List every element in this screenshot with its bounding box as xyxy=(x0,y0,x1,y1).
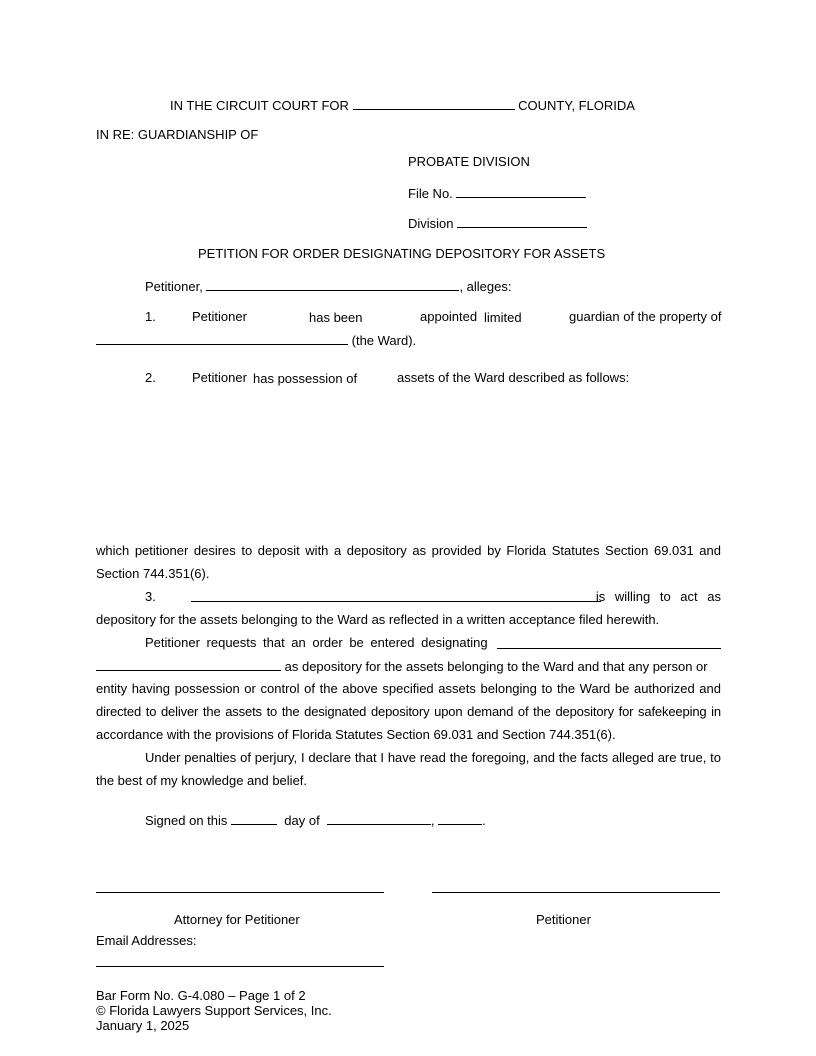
para1-word-limited: limited xyxy=(484,310,522,325)
ward-line xyxy=(96,332,416,349)
file-no-line xyxy=(408,185,586,202)
request-line5: accordance with the provisions of Florida Statutes Section 69.031 and Section 744.351(6). xyxy=(96,727,616,742)
probate-division: PROBATE DIVISION xyxy=(408,154,530,169)
division-label: Division xyxy=(408,216,454,231)
county-blank[interactable] xyxy=(353,97,515,110)
ward-name-blank[interactable] xyxy=(96,332,348,345)
deposit-text-line1: which petitioner desires to deposit with a depository as provided by Florida Statutes Section 69.031 and xyxy=(96,543,721,558)
perjury-line2: the best of my knowledge and belief. xyxy=(96,773,308,788)
depository-name-blank[interactable] xyxy=(191,589,601,602)
para1-word-has-been: has been xyxy=(309,310,363,325)
request-depository-blank-2[interactable] xyxy=(96,658,281,671)
signed-day-blank[interactable] xyxy=(231,812,277,825)
deposit-text-line2: Section 744.351(6). xyxy=(96,566,210,581)
para1-guardian-text: guardian of the property of xyxy=(569,309,722,324)
para1-word-appointed: appointed xyxy=(420,309,478,324)
petitioner-suffix: , alleges: xyxy=(459,279,512,294)
petitioner-label: Petitioner xyxy=(536,912,591,927)
court-suffix: COUNTY, FLORIDA xyxy=(518,98,635,113)
perjury-line1: Under penalties of perjury, I declare that I have read the foregoing, and the facts alleged are true, to xyxy=(145,750,721,765)
request-line1-text: Petitioner requests that an order be entered designating xyxy=(145,635,488,650)
request-line2 xyxy=(96,658,721,675)
request-line2-text: as depository for the assets belonging to the Ward and that any person or xyxy=(284,659,708,674)
court-caption xyxy=(170,97,635,114)
in-re-line: IN RE: GUARDIANSHIP OF xyxy=(96,127,259,142)
file-no-label: File No. xyxy=(408,186,453,201)
para2-word-petitioner: Petitioner xyxy=(192,370,247,385)
petitioner-line xyxy=(145,278,512,295)
para2-word-possession: has possession of xyxy=(253,371,358,386)
signed-comma: , xyxy=(430,813,435,828)
signed-day-of: day of xyxy=(284,813,320,828)
para1-number: 1. xyxy=(145,309,156,324)
email-label: Email Addresses: xyxy=(96,933,197,948)
footer-date: January 1, 2025 xyxy=(96,1018,190,1033)
para3-line2: depository for the assets belonging to the Ward as reflected in a written acceptance filed herewith. xyxy=(96,612,660,627)
footer-copyright: © Florida Lawyers Support Services, Inc. xyxy=(96,1003,332,1018)
para3-suffix: is willing to act as xyxy=(595,589,721,604)
signed-prefix: Signed on this xyxy=(145,813,228,828)
request-line4: directed to deliver the assets to the designated depository upon demand of the depository for safekeeping in xyxy=(96,704,721,719)
ward-label: (the Ward). xyxy=(351,333,417,348)
signed-month-blank[interactable] xyxy=(327,812,431,825)
attorney-signature-line[interactable] xyxy=(96,892,384,893)
petitioner-signature-line[interactable] xyxy=(432,892,720,893)
footer-form-number: Bar Form No. G-4.080 – Page 1 of 2 xyxy=(96,988,306,1003)
division-blank[interactable] xyxy=(457,215,587,228)
para1-word-petitioner: Petitioner xyxy=(192,309,247,324)
para2-assets-text: assets of the Ward described as follows: xyxy=(397,370,630,385)
email-line[interactable] xyxy=(96,966,384,967)
signed-period: . xyxy=(482,813,486,828)
file-no-blank[interactable] xyxy=(456,185,586,198)
court-prefix: IN THE CIRCUIT COURT FOR xyxy=(170,98,349,113)
petitioner-prefix: Petitioner, xyxy=(145,279,203,294)
signed-year-blank[interactable] xyxy=(438,812,482,825)
para3-number: 3. xyxy=(145,589,156,604)
para3-line1 xyxy=(191,589,721,606)
para2-number: 2. xyxy=(145,370,156,385)
document-title: PETITION FOR ORDER DESIGNATING DEPOSITORY FOR ASSETS xyxy=(198,246,606,261)
division-line xyxy=(408,215,587,232)
request-line3: entity having possession or control of the above specified assets belonging to the Ward be authorized and xyxy=(96,681,721,696)
attorney-label: Attorney for Petitioner xyxy=(174,912,300,927)
signed-line xyxy=(145,812,486,829)
petitioner-name-blank[interactable] xyxy=(206,278,459,291)
request-line1 xyxy=(145,635,721,651)
request-depository-blank-1[interactable] xyxy=(497,636,721,649)
